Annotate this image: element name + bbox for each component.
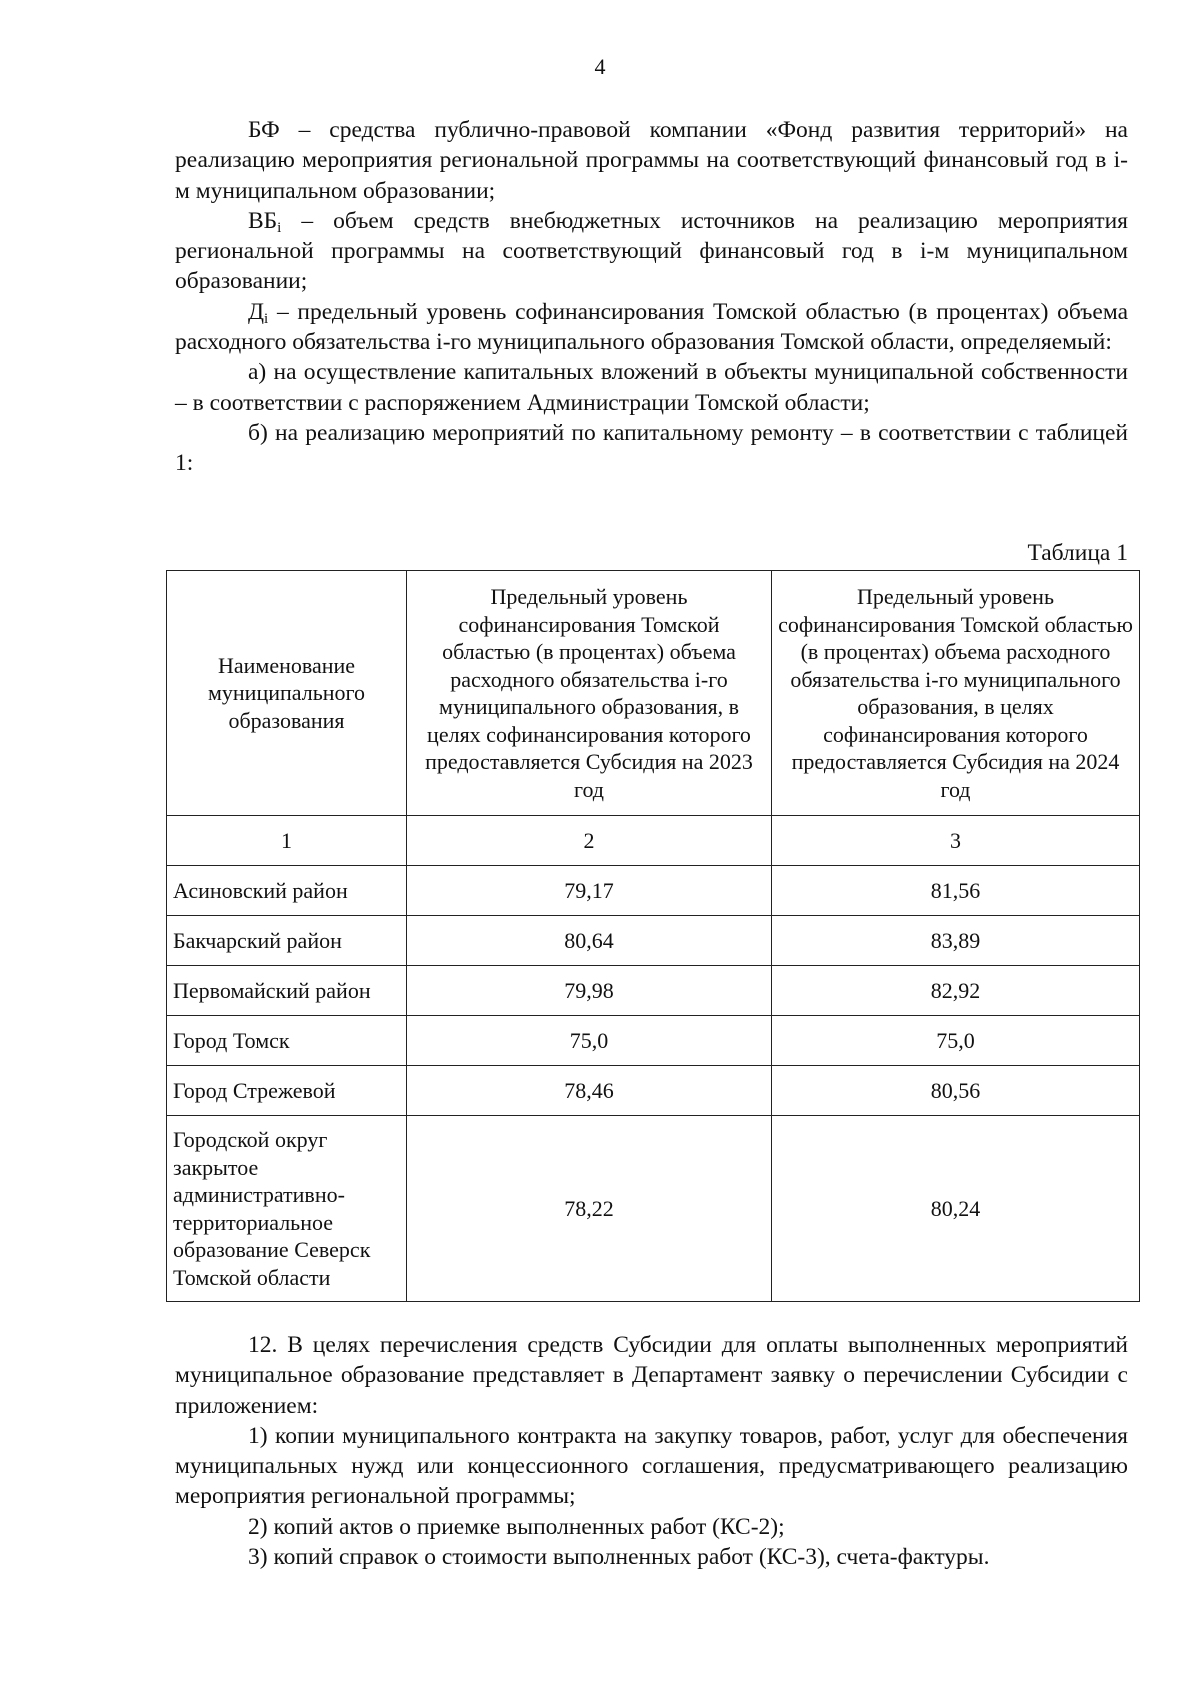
municipality-name: Город Стрежевой — [167, 1066, 407, 1116]
value-2024: 80,56 — [772, 1066, 1140, 1116]
subscript-i: i — [264, 310, 269, 327]
cofinancing-table — [166, 570, 1140, 1302]
table-row — [167, 1066, 1140, 1116]
value-2024: 81,56 — [772, 866, 1140, 916]
municipality-name: Асиновский район — [167, 866, 407, 916]
municipality-name: Городской округ закрытое административно-территориальное образование Северск Томской области — [167, 1116, 407, 1302]
column-number: 2 — [407, 816, 772, 866]
body-text-bottom — [175, 1330, 1128, 1572]
table-row — [167, 916, 1140, 966]
definition-vb: – объем средств внебюджетных источников на реализацию мероприятия региональной программы на соответствующий финансовый год в i-м муниципальном образовании; — [175, 207, 1128, 295]
term-vb: ВБ — [248, 207, 278, 234]
list-item: 3) копий справок о стоимости выполненных работ (КС-3), счета-фактуры. — [248, 1544, 990, 1571]
value-2023: 78,22 — [407, 1116, 772, 1302]
value-2024: 80,24 — [772, 1116, 1140, 1302]
definition-d: – предельный уровень софинансирования Томской областью (в процентах) объема расходного обязательства i-го муниципального образования Томской области, определяемый: — [175, 298, 1128, 356]
column-number: 3 — [772, 816, 1140, 866]
value-2023: 79,17 — [407, 866, 772, 916]
list-item: 1) копии муниципального контракта на закупку товаров, работ, услуг для обеспечения муниципальных нужд или концессионного соглашения, предусматривающего реализацию мероприятия региональной программы; — [175, 1422, 1128, 1510]
value-2023: 78,46 — [407, 1066, 772, 1116]
header-municipality: Наименование муниципального образования — [167, 571, 407, 816]
table-caption: Таблица 1 — [1027, 540, 1128, 566]
list-item: 2) копий актов о приемке выполненных работ (КС-2); — [248, 1513, 785, 1540]
paragraph-12: 12. В целях перечисления средств Субсидии для оплаты выполненных мероприятий муниципальное образование представляет в Департамент заявку о перечислении Субсидии с приложением: — [175, 1332, 1128, 1419]
paragraph-b: б) на реализацию мероприятий по капитальному ремонту – в соответствии с таблицей 1: — [175, 419, 1128, 477]
header-2023: Предельный уровень софинансирования Томской областью (в процентах) объема расходного обязательства i-го муниципального образования, в целях софинансирования которого предоставляется Субсидия на 2023 год — [407, 571, 772, 816]
municipality-name: Бакчарский район — [167, 916, 407, 966]
page-number: 4 — [594, 54, 606, 79]
header-2024: Предельный уровень софинансирования Томской областью (в процентах) объема расходного обязательства i-го муниципального образования, в целях софинансирования которого предоставляется Субсидия на 2024 год — [772, 571, 1140, 816]
table-row — [167, 966, 1140, 1016]
term-d: Д — [248, 298, 265, 325]
table-row — [167, 1016, 1140, 1066]
value-2024: 82,92 — [772, 966, 1140, 1016]
municipality-name: Первомайский район — [167, 966, 407, 1016]
value-2023: 79,98 — [407, 966, 772, 1016]
value-2023: 80,64 — [407, 916, 772, 966]
table-row — [167, 866, 1140, 916]
paragraph-vb — [175, 206, 1128, 297]
table-row — [167, 1116, 1140, 1302]
value-2024: 75,0 — [772, 1016, 1140, 1066]
municipality-name: Город Томск — [167, 1016, 407, 1066]
column-number: 1 — [167, 816, 407, 866]
column-number-row — [167, 816, 1140, 866]
body-text-top — [175, 115, 1128, 479]
paragraph-bf: БФ – средства публично-правовой компании «Фонд развития территорий» на реализацию мероприятия региональной программы на соответствующий финансовый год в i-м муниципальном образовании; — [175, 117, 1128, 204]
table-header-row — [167, 571, 1140, 816]
value-2024: 83,89 — [772, 916, 1140, 966]
value-2023: 75,0 — [407, 1016, 772, 1066]
paragraph-d — [175, 297, 1128, 358]
paragraph-a: а) на осуществление капитальных вложений в объекты муниципальной собственности – в соответствии с распоряжением Администрации Томской области; — [175, 359, 1128, 416]
subscript-i: i — [277, 219, 282, 236]
